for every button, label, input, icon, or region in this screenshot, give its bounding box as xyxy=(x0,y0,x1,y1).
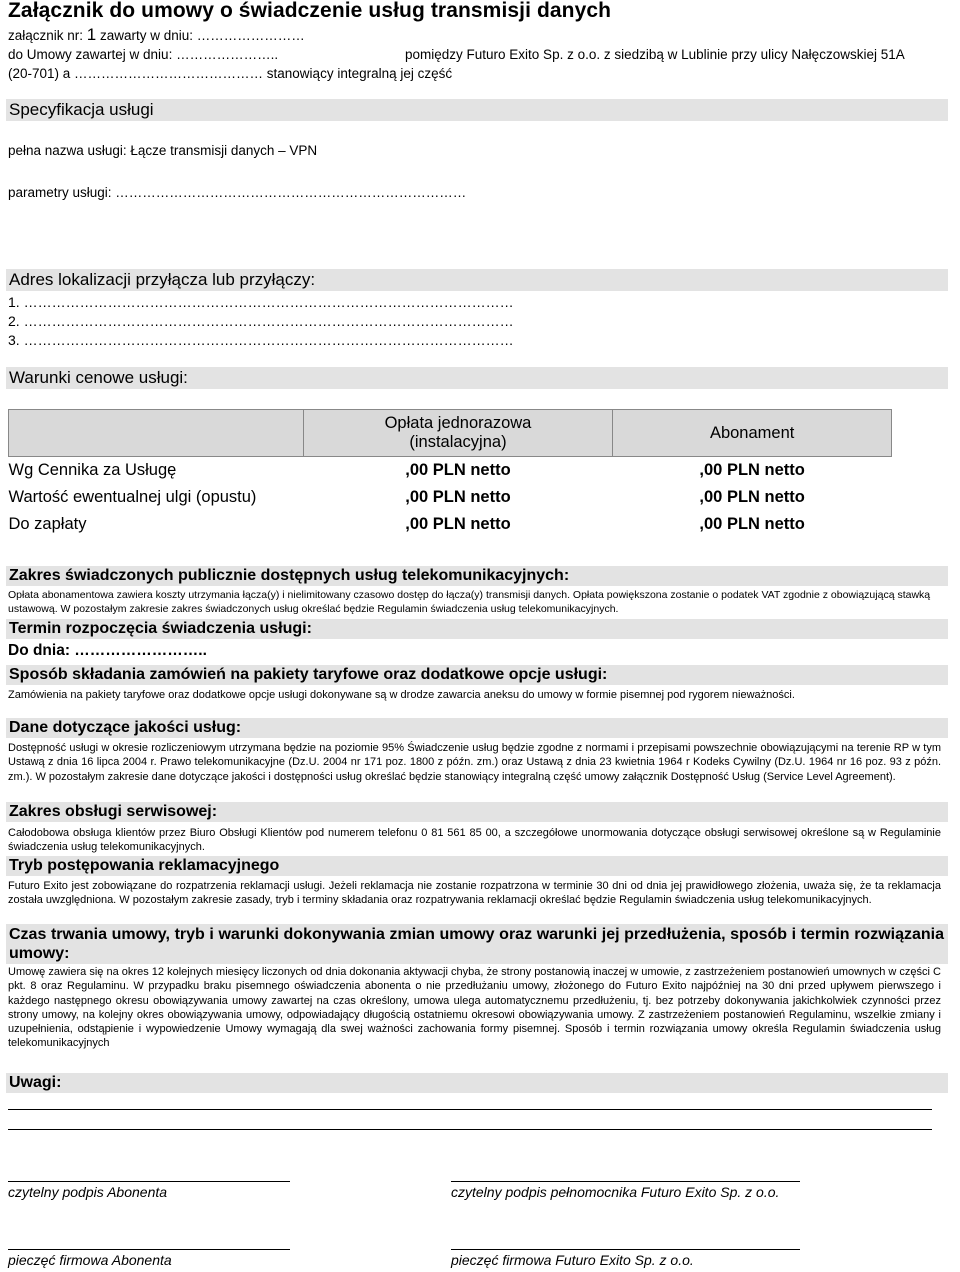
complaints-section-bar xyxy=(6,856,948,876)
service-section-bar xyxy=(6,802,948,822)
company-stamp-line xyxy=(451,1249,800,1250)
table-row xyxy=(9,457,892,485)
page-title: Załącznik do umowy o świadczenie usług transmisji danych xyxy=(8,0,612,22)
address-heading: Adres lokalizacji przyłącza lub przyłączy: xyxy=(9,270,316,289)
pricing-header-row xyxy=(9,410,892,457)
scope-heading: Zakres świadczonych publicznie dostępnych usług telekomunikacyjnych: xyxy=(9,567,570,584)
duration-text: Umowę zawiera się na okres 12 kolejnych miesięcy liczonych od dnia dokonania aktywacji chyba, że strony postanowią inaczej w umowie, z zastrzeżeniem postanowień umownych w części C pkt. 8 oraz Regulaminu. W przypadku braku pisemnego oświadczenia abonenta o nie przedłużaniu umowy, złożonego do Futuro Exito najpóźniej na 30 dni przed upływem pierwszego i każdego następnego okresu obowiązywania umowy zawartej na czas określony, umowa ulega automatycznemu przedłużeniu, tj. bez potrzeby dokonywania jakichkolwiek czynności przez strony umowy, na kolejny okres obowiązywania umowy, odpowiadający długością ostatniemu okresowi obowiązywania umowy. Z zastrzeżeniem postanowień Regulaminu, wszelkie zmiany i uzupełnienia, odstąpienie i wypowiedzenie Umowy wymagają dla swej ważności zachowania formy pisemnej. Sposób i termin rozwiązania umowy określa Regulamin świadczenia usług telekomunikacyjnych xyxy=(8,966,941,1050)
one-time-value: ,00 PLN netto xyxy=(405,488,511,506)
one-time-fee-label: Opłata jednorazowa xyxy=(384,414,532,432)
pricing-table xyxy=(8,409,892,538)
notes-line-2 xyxy=(8,1129,932,1130)
pricing-heading: Warunki cenowe usługi: xyxy=(9,368,188,387)
one-time-value: ,00 PLN netto xyxy=(405,515,511,533)
orders-section-bar xyxy=(6,665,948,685)
spec-section-bar xyxy=(6,99,948,121)
duration-section-bar xyxy=(6,924,948,964)
row-label: Wartość ewentualnej ulgi (opustu) xyxy=(8,488,257,506)
agent-signature-line xyxy=(451,1181,800,1182)
start-heading: Termin rozpoczęcia świadczenia usługi: xyxy=(9,620,312,637)
subscription-value: ,00 PLN netto xyxy=(699,461,805,479)
annex-number-label: załącznik nr: xyxy=(8,28,87,43)
subscription-value: ,00 PLN netto xyxy=(699,488,805,506)
subscription-header: Abonament xyxy=(613,410,892,457)
one-time-fee-header xyxy=(303,410,613,457)
quality-heading: Dane dotyczące jakości usług: xyxy=(9,719,242,736)
subscriber-stamp-line xyxy=(8,1249,290,1250)
orders-text: Zamówienia na pakiety taryfowe oraz dodatkowe opcje usługi dokonywane są w drodze zawarcia aneksu do umowy w formie pisemnej pod rygorem nieważności. xyxy=(8,689,795,701)
pricing-section-bar xyxy=(6,367,948,389)
scope-section-bar xyxy=(6,566,948,586)
notes-line-1 xyxy=(8,1109,932,1110)
quality-text: Dostępność usługi w okresie rozliczeniowym utrzymana będzie na poziomie 95% Świadczenie usług będzie zgodne z normami i przepisami powszechnie obowiązującymi na terenie RP w tym Ustawą z dnia 16 lipca 2004 r. Prawo telekomunikacyjne (Dz.U. 2004 nr 171 poz. 1800 z późn. zm.) oraz Ustawą z dnia 23 kwietnia 1964 r Kodeks Cywilny (Dz.U. 1964 nr 16 poz. 93 z późn. zm.). W pozostałym zakresie dane dotyczące jakości i dostępności usług określać będzie stanowiący integralną część umowy załącznik Dostępność Usług (Service Level Agreement). xyxy=(8,742,941,783)
address-item-1: 1. …………………………………………………………………………………………… xyxy=(8,294,514,310)
notes-heading: Uwagi: xyxy=(9,1074,62,1091)
pricing-header-blank xyxy=(9,410,304,457)
quality-section-bar xyxy=(6,718,948,738)
subscription-value: ,00 PLN netto xyxy=(699,515,805,533)
annex-number-line xyxy=(8,25,305,45)
scope-text: Opłata abonamentowa zawiera koszty utrzymania łącza(y) i nielimitowany czasowo dostęp do łącza(y) transmisji danych. Opłata powiększona zostanie o podatek VAT zgodnie z obowiązującą stawką ustawową. W pozostałym zakresie zakres świadczonych usług określać będzie Regulamin świadczenia usług telekomunikacyjnych. xyxy=(8,589,931,616)
start-section-bar xyxy=(6,619,948,639)
one-time-value: ,00 PLN netto xyxy=(405,461,511,479)
annex-number: 1 xyxy=(86,25,97,44)
spec-heading: Specyfikacja usługi xyxy=(9,100,154,119)
complaints-heading: Tryb postępowania reklamacyjnego xyxy=(9,857,280,874)
party-address-line: (20-701) a …………………………………… stanowiący integralną jej część xyxy=(8,66,453,81)
contract-date-line: do Umowy zawartej w dniu: ………………….. xyxy=(8,47,279,62)
service-name: pełna nazwa usługi: Łącze transmisji danych – VPN xyxy=(8,143,318,158)
notes-section-bar xyxy=(6,1073,948,1093)
company-stamp-label: pieczęć firmowa Futuro Exito Sp. z o.o. xyxy=(451,1252,694,1268)
table-row xyxy=(9,511,892,538)
service-parameters: parametry usługi: …………………………………………………………………… xyxy=(8,185,467,200)
address-section-bar xyxy=(6,269,948,291)
complaints-text: Futuro Exito jest zobowiązane do rozpatrzenia reklamacji usługi. Jeżeli reklamacja nie zostanie rozpatrzona w terminie 30 dni od dnia jej prawidłowego złożenia, uważa się, że ta reklamacja została uwzględniona. W pozostałym zakresie zasady, tryb i terminy składania oraz rozpatrywania reklamacji określać będzie Regulamin świadczenia usług telekomunikacyjnych. xyxy=(8,880,941,907)
one-time-fee-sublabel: (instalacyjna) xyxy=(409,433,507,451)
duration-heading: Czas trwania umowy, tryb i warunki dokonywania zmian umowy oraz warunki jej przedłużenia, sposób i termin rozwiązania umowy: xyxy=(9,926,944,962)
annex-date-label: zawarty w dniu: …………………… xyxy=(96,28,305,43)
agent-signature-label: czytelny podpis pełnomocnika Futuro Exito Sp. z o.o. xyxy=(451,1184,780,1200)
subscriber-signature-label: czytelny podpis Abonenta xyxy=(8,1184,168,1200)
parties-line: pomiędzy Futuro Exito Sp. z o.o. z siedzibą w Lublinie przy ulicy Nałęczowskiej 51A xyxy=(405,47,905,62)
service-text: Całodobowa obsługa klientów przez Biuro Obsługi Klientów pod numerem telefonu 0 81 561 85 00, a szczegółowe unormowania dotyczące obsługi serwisowej określone są w Regulaminie świadczenia usług telekomunikacyjnych. xyxy=(8,827,941,854)
service-heading: Zakres obsługi serwisowej: xyxy=(9,803,218,820)
subscriber-stamp-label: pieczęć firmowa Abonenta xyxy=(8,1252,172,1268)
table-row xyxy=(9,484,892,511)
subscriber-signature-line xyxy=(8,1181,290,1182)
row-label: Do zapłaty xyxy=(8,515,87,533)
row-label: Wg Cennika za Usługę xyxy=(8,461,177,479)
orders-heading: Sposób składania zamówień na pakiety taryfowe oraz dodatkowe opcje usługi: xyxy=(9,666,608,683)
start-date: Do dnia: …………………….. xyxy=(8,642,207,659)
address-item-2: 2. …………………………………………………………………………………………… xyxy=(8,313,514,329)
address-item-3: 3. …………………………………………………………………………………………… xyxy=(8,332,514,348)
